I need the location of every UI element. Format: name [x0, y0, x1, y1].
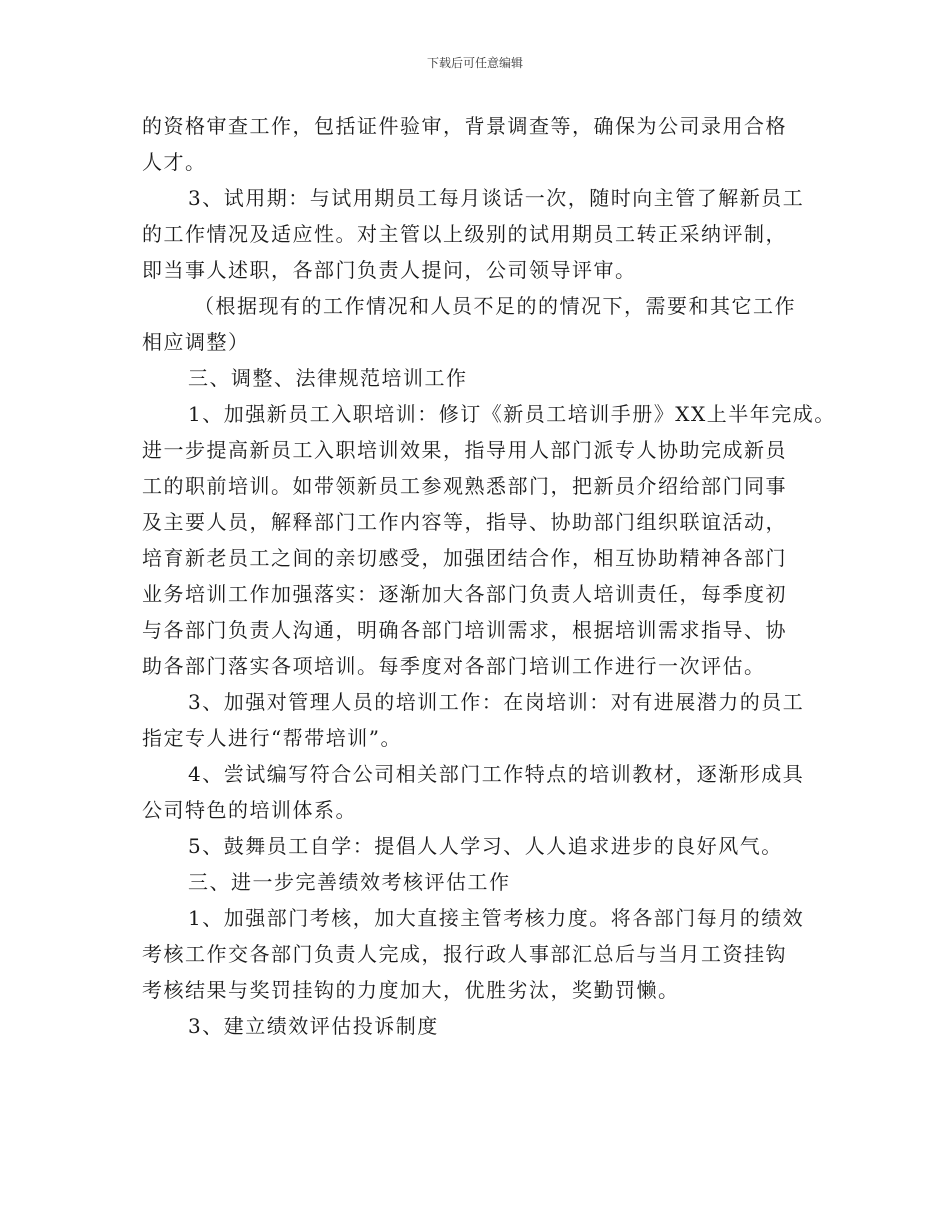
text-line: （根据现有的工作情况和人员不足的的情况下，需要和其它工作	[194, 294, 796, 318]
text-line: 3、建立绩效评估投诉制度	[188, 1014, 439, 1038]
text-line: 4、尝试编写符合公司相关部门工作特点的培训教材，逐渐形成具	[188, 762, 805, 786]
text-line: 指定专人进行“帮带培训”。	[142, 726, 402, 750]
text-line: 培育新老员工之间的亲切感受，加强团结合作，相互协助精神各部门	[142, 546, 787, 570]
text-line: 三、调整、法律规范培训工作	[188, 366, 468, 390]
text-line: 公司特色的培训体系。	[142, 798, 357, 822]
text-line: 业务培训工作加强落实：逐渐加大各部门负责人培训责任，每季度初	[142, 582, 787, 606]
document-body	[142, 108, 842, 1044]
text-line: 考核工作交各部门负责人完成，报行政人事部汇总后与当月工资挂钩	[142, 942, 787, 966]
text-line: 及主要人员，解释部门工作内容等，指导、协助部门组织联谊活动，	[142, 510, 787, 534]
text-line: 进一步提高新员工入职培训效果，指导用人部门派专人协助完成新员	[142, 438, 787, 462]
text-line: 的工作情况及适应性。对主管以上级别的试用期员工转正采纳评制，	[142, 222, 787, 246]
text-line: 人才。	[142, 150, 207, 174]
text-line: 三、进一步完善绩效考核评估工作	[188, 870, 511, 894]
text-line: 1、加强新员工入职培训：修订《新员工培训手册》XX上半年完成。	[188, 402, 836, 426]
text-line: 3、试用期：与试用期员工每月谈话一次，随时向主管了解新员工	[188, 186, 805, 210]
text-line: 工的职前培训。如带领新员工参观熟悉部门，把新员介绍给部门同事	[142, 474, 787, 498]
text-line: 相应调整）	[142, 330, 250, 354]
text-line: 3、加强对管理人员的培训工作：在岗培训：对有进展潜力的员工	[188, 690, 805, 714]
text-line: 的资格审查工作，包括证件验审，背景调查等，确保为公司录用合格	[142, 114, 787, 138]
text-line: 与各部门负责人沟通，明确各部门培训需求，根据培训需求指导、协	[142, 618, 787, 642]
text-line: 考核结果与奖罚挂钩的力度加大，优胜劣汰，奖勤罚懒。	[142, 978, 680, 1002]
text-line: 5、鼓舞员工自学：提倡人人学习、人人追求进步的良好风气。	[188, 834, 783, 858]
page-header: 下载后可任意编辑	[426, 56, 523, 70]
text-line: 1、加强部门考核，加大直接主管考核力度。将各部门每月的绩效	[188, 906, 805, 930]
text-line: 助各部门落实各项培训。每季度对各部门培训工作进行一次评估。	[142, 654, 766, 678]
text-line: 即当事人述职，各部门负责人提问，公司领导评审。	[142, 258, 637, 282]
